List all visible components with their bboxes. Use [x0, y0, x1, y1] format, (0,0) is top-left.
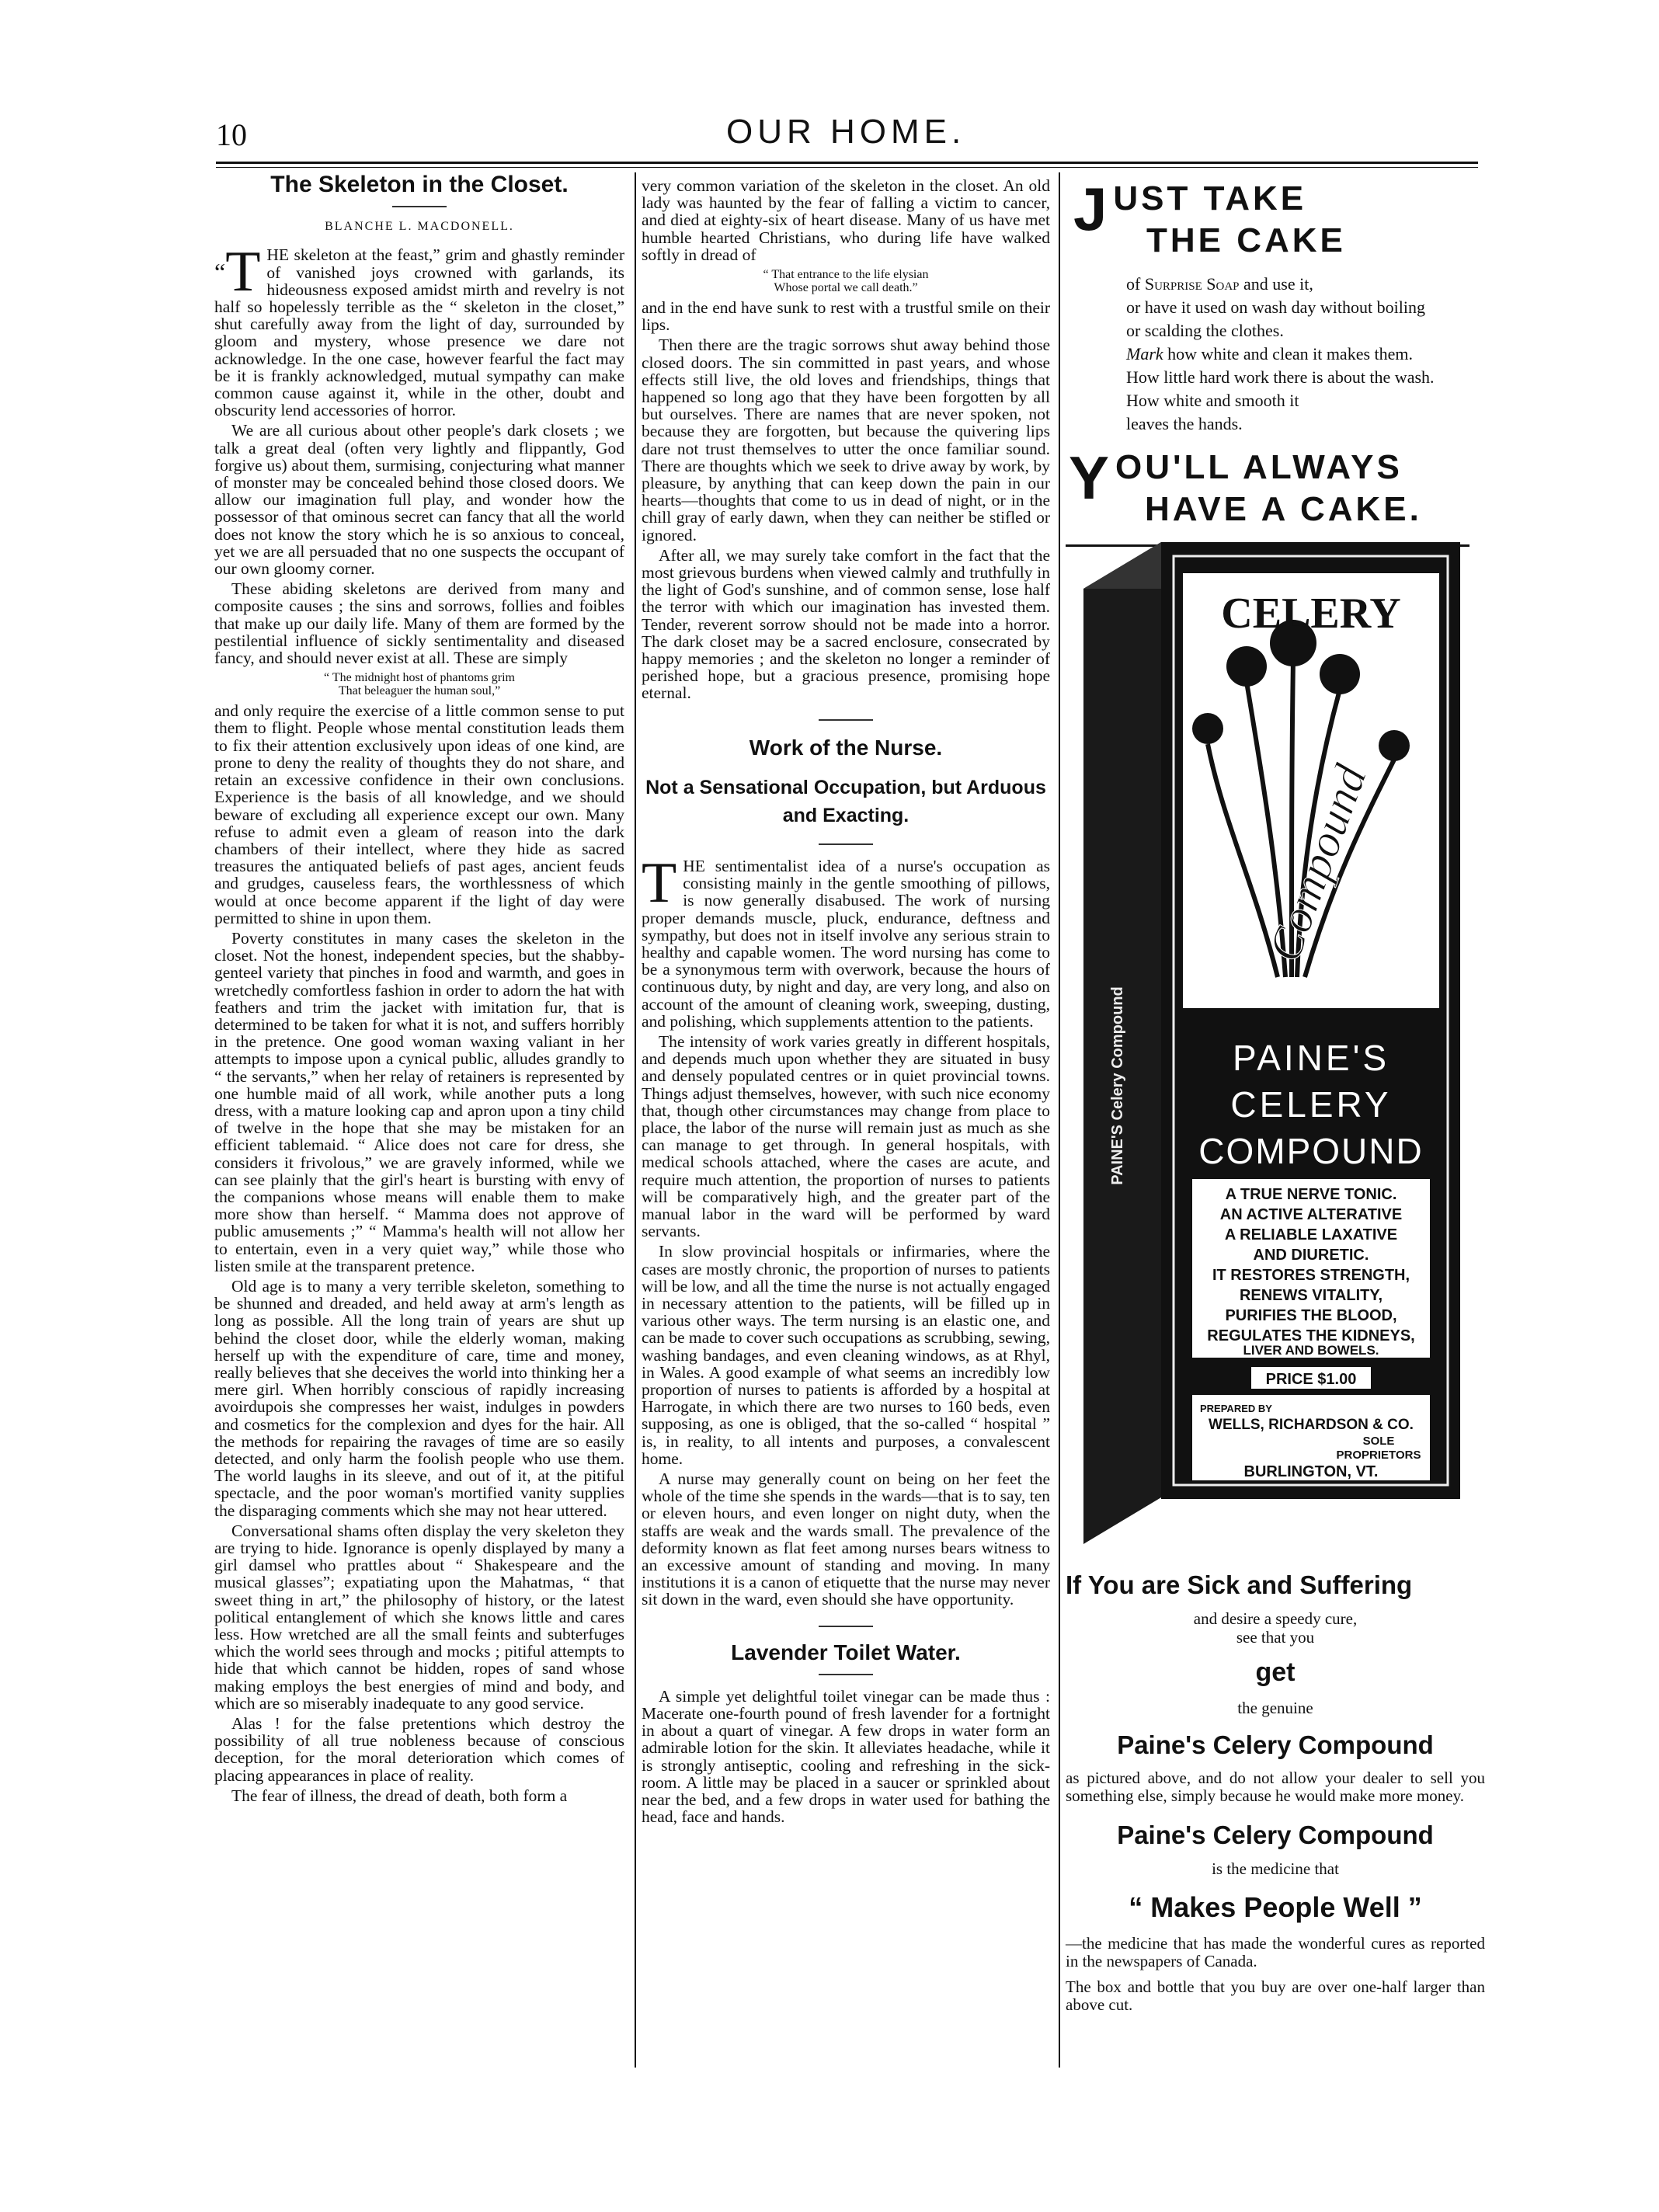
article-paragraph: The fear of illness, the dread of death, both form a [231, 1786, 568, 1805]
advertisement-copy [1066, 1570, 1485, 2014]
product-name-1: Paine's Celery Compound [1117, 1730, 1434, 1759]
brand-line-2: CELERY [1230, 1084, 1392, 1125]
medicine-box-illustration [1083, 542, 1472, 1544]
article-title-nurse: Work of the Nurse. [749, 735, 943, 760]
section-rule [819, 1626, 873, 1627]
genuine-line: the genuine [1237, 1699, 1313, 1717]
cake-headline: YOU'LL ALWAYS HAVE A CAKE. [1069, 443, 1422, 528]
product-name-2: Paine's Celery Compound [1117, 1821, 1434, 1849]
claim-9: LIVER AND BOWELS. [1243, 1343, 1379, 1358]
brand-line-3: COMPOUND [1198, 1131, 1424, 1171]
article-subtitle-nurse: Not a Sensational Occupation, but Arduous and Exacting. [645, 776, 1046, 826]
claim-5: IT RESTORES STRENGTH, [1212, 1267, 1410, 1284]
verse-quote: “ The midnight host of phantoms grim That beleaguer the human soul,” [324, 671, 515, 698]
title-rule [819, 843, 873, 845]
soap-copy: of Surprise Soap and use it, or have it used on wash day without boiling or scalding the clothes. Mark how white and clean it makes them. How little hard work there is about the wash. How white and smooth it leaves the hands. [1126, 274, 1435, 433]
prepared-by: PREPARED BY [1200, 1403, 1272, 1414]
column-2 [642, 177, 1050, 1828]
label-compound-text: Compound [1258, 758, 1377, 969]
page-number: 10 [216, 117, 247, 152]
article-paragraph: The intensity of work varies greatly in different hospitals, and depends much upon whether they are situated in busy and densely populated centres or in quiet provincial towns. Things adjust themselves, however, with such nice economy that, though other circumstances may change from place to place, the labor of the nurse will remain just as much as she can manage to get through. In general hospitals, with medical schools attached, where the cases are acute, and require much attention, the proportion of nurses to patients will be comparatively high, and the greater part of the manual labor in the ward will be performed by ward servants. [642, 1031, 1050, 1241]
claims-list [1207, 1186, 1414, 1358]
proprietors-text: PROPRIETORS [1336, 1449, 1421, 1462]
advertisement [1066, 175, 1485, 547]
city-text: BURLINGTON, VT. [1243, 1463, 1379, 1480]
as-pictured-text: as pictured above, and do not allow your dealer to sell you something else, simply because he would make more money. [1066, 1769, 1485, 1805]
maker-name: WELLS, RICHARDSON & CO. [1209, 1417, 1414, 1433]
claim-4: AND DIURETIC. [1253, 1247, 1369, 1264]
article-paragraph: very common variation of the skeleton in the closet. An old lady was haunted by the fear of falling a victim to cancer, and died at eighty-six of heart disease. Many of us have met humble hearted Christians, who during life have walked softly in dread of [642, 176, 1050, 264]
article-paragraph: Old age is to many a very terrible skeleton, something to be shunned and dreaded, and held away at arm's length as long as possible. All the long train of years are shut up behind the closet door, while the elderly woman, making herself up with the expenditure of care, time and money, really believes that she deceives the world into thinking her a mere girl. When horribly conscious of rapidly increasing avoirdupois she compresses her waist, indulges in powders and cosmetics for the complexion and dyes for the hair. All the methods for repairing the ravages of time are so easily detected, and only harm the foolish people who use them. The world laughs in its sleeve, and out of it, at the pitiful spectacle, and the poor woman's mortified vanity supplies the disparaging comments which she may not hear uttered. [214, 1276, 624, 1520]
article-paragraph: Conversational shams often display the very skeleton they are trying to hide. Ignorance is openly displayed by many a girl damsel who prattles about “ Shakespeare and the musical glasses”; expatiating upon the Mahatmas, “ that sweet thing in art,” the philosophy of history, or the latest political entanglement of which she knows little and cares less. How wretched are all the small feints and subterfuges which the world sees through and mocks ; pitiful attempts to hide that which cannot be hidden, ropes of sand whose making employs the best energies of mind and body, and which are so miserably inadequate to any good service. [214, 1521, 624, 1713]
article-paragraph: and only require the exercise of a little common sense to put them to flight. People whose mental constitution leads them to fix their attention exclusively upon ideas of one kind, are prone to deny the reality of thoughts they do not share, and retain an excessive confidence in their own conclusions. Experience is the basis of all knowledge, and we should beware of excluding all experience except our own. Many refuse to admit even a gleam of reason into the dark chambers of their intellect, where they hide as sacred treasures the antiquated beliefs of past ages, ancient feuds and grudges, causeless fears, the worthlessness of which would at once become apparent if the light of day were permitted to shine in upon them. [214, 701, 624, 927]
article-paragraph: After all, we may surely take comfort in the fact that the most grievous burdens when viewed calmly and truthfully in the light of God's sunshine, and of common sense, lose half the terror with which our imagination has invested them. Tender, reverent sorrow should not be made into a horror. The dark closet may be a sacred enclosure, consecrated by happy memories ; and the skeleton no longer a reminder of perished hope, but a gracious presence, promising hope eternal. [642, 545, 1050, 703]
claim-3: A RELIABLE LAXATIVE [1224, 1226, 1398, 1243]
article-paragraph: Poverty constitutes in many cases the skeleton in the closet. Not the honest, independent species, but the shabby-genteel variety that pinches in food and warmth, and goes in wretchedly comfortless fashion in order to adorn the hat with feathers and trim the jacket with imitation fur, that is determined to be taken for what it is not, and suffers horribly in the pretence. One good woman waxing valiant in her attempts to impose upon a cynical public, alludes grandly to “ the servants,” when her relay of retainers is represented by one humble maid of all work, while another puts a long dress, with a mature looking cap and apron upon a tiny child of twelve in the hope that she may be mistaken for an efficient tablemaid. “ Alice does not care for dress, she considers it frivolous,” we are gravely informed, while we can see plainly that the girl's heart is bursting with envy of the companions whose means will enable them to make more show than herself. “ Mamma does not approve of public amusements ;” “ Mamma's health will not allow her to entertain, even in a very quiet way,” while those who listen smile at the transparent pretence. [214, 928, 624, 1275]
claim-6: RENEWS VITALITY, [1239, 1287, 1383, 1304]
sole-text: SOLE [1362, 1435, 1395, 1448]
article-paragraph: Alas ! for the false pretentions which destroy the possibility of all true nobleness because of conscious deception, for the moral deterioration which comes of placing appearances in place of reality. [214, 1714, 624, 1785]
get-word: get [1255, 1657, 1296, 1687]
article-paragraph: A simple yet delightful toilet vinegar can be made thus : Macerate one-fourth pound of fresh lavender for a fortnight in about a quart of vinegar. A few drops in water form an admirable lotion for the skin. It alleviates headache, while it is strongly antiseptic, cooling and refreshing in the sick-room. A little may be placed in a saucer or sprinkled about near the bed, and a few drops in water used for bathing the head, face and hands. [642, 1686, 1050, 1827]
box-bottle-text: The box and bottle that you buy are over one-half larger than above cut. [1066, 1977, 1485, 2014]
article-paragraph: These abiding skeletons are derived from many and composite causes ; the sins and sorrows, follies and foibles that make up our daily life. Many of them are formed by the pestilential influence of sickly sentimentality and diseased fancy, and should never exist at all. These are simply [214, 579, 624, 668]
verse-quote: “ That entrance to the life elysian Whose portal we call death.” [763, 268, 929, 295]
sick-line-2: see that you [1236, 1628, 1315, 1647]
header-rule-thin [216, 167, 1478, 168]
column-divider-2 [1059, 172, 1060, 2068]
slogan: “ Makes People Well ” [1129, 1891, 1422, 1923]
claim-7: PURIFIES THE BLOOD, [1225, 1307, 1397, 1324]
article-paragraph: and in the end have sunk to rest with a trustful smile on their lips. [642, 298, 1050, 335]
masthead-title: OUR HOME. [726, 113, 966, 151]
medicine-line: is the medicine that [1212, 1859, 1339, 1878]
label-celery-text: CELERY [1221, 590, 1401, 638]
box-spine-text: PAINE'S Celery Compound [1109, 986, 1126, 1185]
cures-text: —the medicine that has made the wonderful cures as reported in the newspapers of Canada. [1066, 1934, 1485, 1970]
claim-8: REGULATES THE KIDNEYS, [1207, 1327, 1415, 1344]
soap-headline: JUST TAKE THE CAKE [1073, 175, 1346, 259]
article-paragraph: “T HE skeleton at the feast,” grim and ghastly reminder of vanished joys crowned with garlands, its hideousness exposed amidst mirth and revelry is not half so hopelessly terrible as the “ skeleton in the closet,” shut carefully away from the light of day, surrounded by gloom and mystery, whose presence we dare not acknowledge. In the one case, however fearful the fact may be it is frankly acknowledged, mutual sympathy can make common cause against it, while in the other, doubt and obscurity lend accessories of horror. [214, 240, 624, 420]
title-rule [392, 206, 447, 207]
claim-2: AN ACTIVE ALTERATIVE [1219, 1206, 1403, 1223]
brand-line-1: PAINE'S [1232, 1038, 1390, 1078]
article-title-skeleton: The Skeleton in the Closet. [270, 172, 569, 197]
article-paragraph: Then there are the tragic sorrows shut away behind those closed doors. The sin committed in past years, and whose effects still live, the old loves and friendships, things that happened so long ago that they have been forgotten by all but ourselves. There are names that are never spoken, not because they are forgotten, but because the quivering lips dare not trust themselves to utter the once familiar sound. There are thoughts which we seek to drive away by work, by pleasure, by anything that can keep down the pain in our hearts—thoughts that come to us in dead of night, or in the chill gray of early dawn, when they can neither be stifled or ignored. [642, 336, 1050, 544]
column-1 [214, 172, 624, 1807]
article-paragraph: A nurse may generally count on being on her feet the whole of the time she spends in the wards—that is to say, ten or eleven hours, and even longer on night duty, when the staffs are weak and the wards small. The prevalence of the deformity known as flat feet among nurses bears witness to an excessive amount of standing and moving. In many institutions it is a canon of etiquette that the nurse may never sit down in the ward, even should she have opportunity. [642, 1469, 1050, 1609]
article-paragraph: In slow provincial hospitals or infirmaries, where the cases are mostly chronic, the proportion of nurses to patients will be low, and all the time the nurse is not actually engaged in necessary attention to the patients, will be filled up in various other ways. The term nursing is an elastic one, and can be made to cover such occupations as scrubbing, sewing, washing bandages, and even cleaning windows, as at Rhyl, in Wales. A good example of what seems an incredibly low proportion of nurses to patients is afforded by a hospital at Harrogate, in which there are two nurses to 160 beds, even supposing, as one is obliged, that the so-called “ hospital ” is, in reality, to all intents and purposes, a convalescent home. [642, 1242, 1050, 1468]
sick-line-1: and desire a speedy cure, [1193, 1609, 1358, 1628]
header-rule-thick [216, 162, 1478, 164]
article-title-lavender: Lavender Toilet Water. [731, 1640, 961, 1664]
column-divider-1 [635, 172, 636, 2068]
section-rule [819, 719, 873, 721]
price-text: PRICE $1.00 [1265, 1371, 1357, 1388]
drop-cap: “T [214, 240, 261, 304]
article-paragraph: THE sentimentalist idea of a nurse's occupation as consisting mainly in the gentle smoothing of pillows, is now generally disabused. The work of nursing proper demands muscle, pluck, endurance, deftness and sympathy, but does not in itself involve any serious strain to healthy and capable women. The word nursing has come to be a synonymous term with overwork, because the hours of continuous duty, by night and day, are very long, and also on account of the amount of cleaning work, sweeping, dusting, and polishing, which supplements attention to the patients. [642, 850, 1050, 1031]
article-paragraph: We are all curious about other people's dark closets ; we talk a great deal (often very lightly and flippantly, God forgive us) about them, surmising, conjecturing what manner of monster may be concealed behind those closed doors. We allow our imagination full play, and wonder how the possessor of that ominous secret can fancy that all the world does not know the story which he is so anxious to conceal, yet we are all persuaded that no one suspects the occupant of our own gloomy corner. [214, 421, 624, 579]
title-rule [819, 1674, 873, 1675]
claim-1: A TRUE NERVE TONIC. [1225, 1186, 1397, 1203]
sick-headline: If You are Sick and Suffering [1066, 1570, 1413, 1599]
byline: BLANCHE L. MACDONELL. [325, 220, 514, 234]
drop-cap: T [642, 850, 677, 915]
